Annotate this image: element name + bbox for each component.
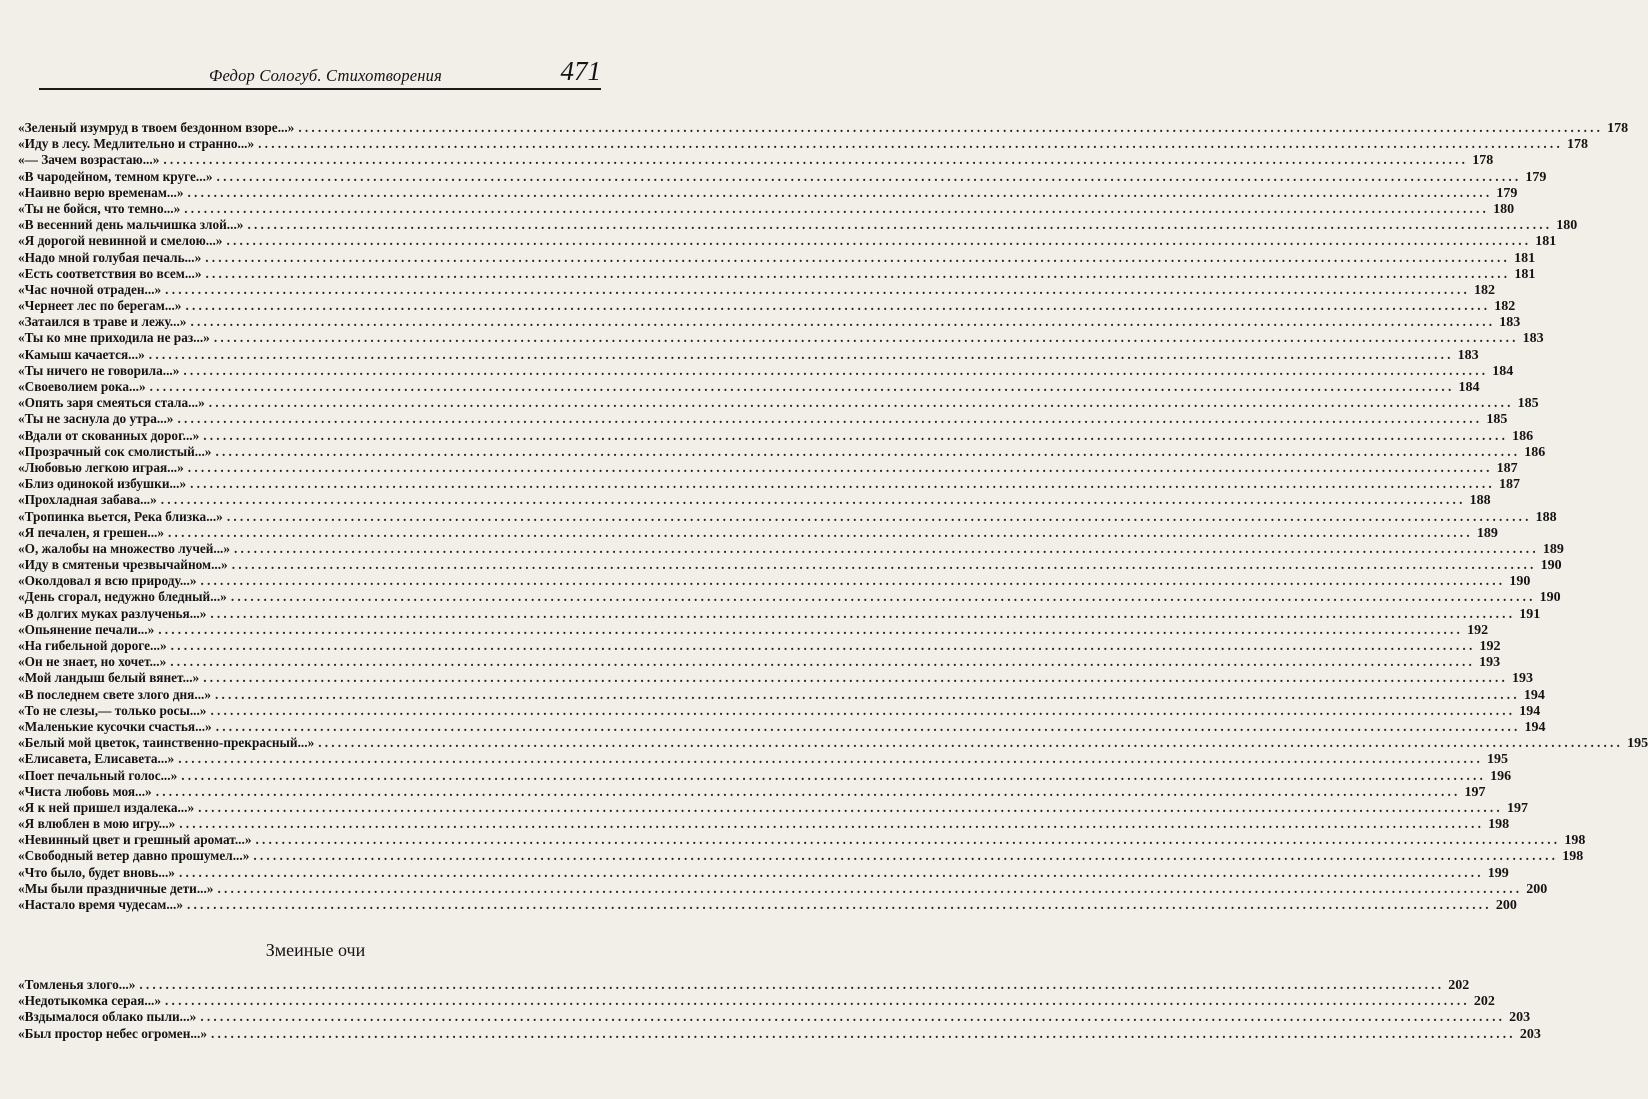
toc-entry-page: 189 <box>1476 525 1498 541</box>
dot-leader: ........................................................................................................................................................................................................ <box>170 654 1476 670</box>
dot-leader: ........................................................................................................................................................................................................ <box>198 799 1503 815</box>
dot-leader: ........................................................................................................................................................................................................ <box>255 832 1561 848</box>
toc-entry-title: «Своеволием рока...» <box>18 379 146 394</box>
toc-entry <box>18 249 1536 266</box>
toc-entry-page: 184 <box>1492 363 1514 379</box>
toc-entry <box>18 346 1479 363</box>
toc-entry-page: 178 <box>1566 137 1588 153</box>
toc-entry-title: «Елисавета, Елисавета...» <box>18 751 175 767</box>
dot-leader: ........................................................................................................................................................................................................ <box>205 265 1511 281</box>
dot-leader: ........................................................................................................................................................................................................ <box>165 993 1470 1009</box>
dot-leader: ........................................................................................................................................................................................................ <box>258 136 1563 152</box>
toc-entry-page: 199 <box>1487 865 1509 881</box>
toc-entry-title: «Маленькие кусочки счастья...» <box>18 718 212 734</box>
toc-entry <box>18 589 1561 606</box>
toc-entry-title: «Прозрачный сок смолистый...» <box>18 443 212 459</box>
toc-entry-page: 181 <box>1535 234 1557 250</box>
dot-leader: ........................................................................................................................................................................................................ <box>186 897 1492 912</box>
dot-leader: ........................................................................................................................................................................................................ <box>210 1025 1516 1041</box>
toc-entry-page: 182 <box>1494 299 1516 315</box>
toc-entry-title: «Есть соответствия во всем...» <box>18 265 202 281</box>
toc-entry-title: «В долгих муках разлученья...» <box>18 605 207 621</box>
toc-entry <box>18 362 1514 379</box>
toc-entry <box>18 605 1541 622</box>
dot-leader: ........................................................................................................................................................................................................ <box>226 233 1532 249</box>
toc-entry-page: 196 <box>1490 768 1512 784</box>
toc-entry-title: «Затаился в траве и лежу...» <box>18 314 187 330</box>
toc-entry-title: «Иду в лесу. Медлительно и странно...» <box>18 136 255 152</box>
toc-entry-title: «В чародейном, темном круге...» <box>18 168 213 184</box>
dot-leader: ........................................................................................................................................................................................................ <box>247 217 1553 233</box>
toc-entry <box>18 200 1515 217</box>
toc-entry-page: 198 <box>1564 833 1586 849</box>
toc-entry-title: «Я дорогой невинной и смелою...» <box>18 233 223 249</box>
toc-entry <box>18 799 1528 816</box>
dot-leader: ........................................................................................................................................................................................................ <box>298 120 1604 135</box>
dot-leader: ........................................................................................................................................................................................................ <box>177 411 1483 427</box>
toc-entry <box>18 880 1548 897</box>
toc-entry <box>18 718 1546 735</box>
toc-entry-title: «Опьянение печали...» <box>18 621 155 637</box>
page-header <box>0 50 601 90</box>
toc-entry <box>18 427 1534 444</box>
toc-entry-page: 179 <box>1496 185 1518 201</box>
toc-entry-title: «Близ одинокой избушки...» <box>18 476 187 492</box>
toc-entry <box>18 330 1544 347</box>
toc-entry <box>18 751 1509 768</box>
toc-entry-title: «Любовью легкою играя...» <box>18 459 184 475</box>
toc-entry-page: 183 <box>1457 347 1479 363</box>
toc-entry-title: «Он не знает, но хочет...» <box>18 654 167 670</box>
toc-entry-page: 198 <box>1488 817 1510 833</box>
dot-leader: ........................................................................................................................................................................................................ <box>205 249 1511 265</box>
toc-entry-page: 190 <box>1509 574 1531 590</box>
toc-entry-page: 178 <box>1472 153 1494 169</box>
dot-leader: ........................................................................................................................................................................................................ <box>215 718 1521 734</box>
toc-entry-title: «В последнем свете злого дня...» <box>18 686 211 702</box>
toc-entry-page: 179 <box>1525 169 1547 185</box>
toc-entry-title: «Настало время чудесам...» <box>18 897 183 912</box>
toc-entry-title: «Иду в смятеньи чрезвычайном...» <box>18 557 228 573</box>
dot-leader: ........................................................................................................................................................................................................ <box>215 443 1521 459</box>
toc-entry-title: «Чернеет лес по берегам...» <box>18 298 182 314</box>
toc-entry-title: «Томленья злого...» <box>18 977 136 992</box>
toc-entry <box>18 573 1531 590</box>
toc-entry <box>18 638 1501 654</box>
dot-leader: ........................................................................................................................................................................................................ <box>203 670 1509 686</box>
dot-leader: ........................................................................................................................................................................................................ <box>190 476 1495 492</box>
toc-entry-title: «Чиста любовь моя...» <box>18 783 152 799</box>
dot-leader: ........................................................................................................................................................................................................ <box>253 848 1559 864</box>
table-of-contents <box>18 120 1648 913</box>
toc-entry-title: «День сгорал, недужно бледный...» <box>18 589 227 605</box>
dot-leader: ........................................................................................................................................................................................................ <box>181 767 1487 783</box>
dot-leader: ........................................................................................................................................................................................................ <box>234 540 1539 556</box>
toc-entry-page: 194 <box>1523 687 1545 703</box>
toc-entry-page: 184 <box>1458 380 1480 395</box>
toc-entry <box>18 314 1521 331</box>
toc-entry-page: 189 <box>1542 541 1564 557</box>
toc-entry <box>18 1009 1531 1026</box>
toc-entry-page: 192 <box>1467 622 1489 638</box>
toc-entry-page: 203 <box>1519 1026 1541 1042</box>
toc-entry-title: «Околдовал я всю природу...» <box>18 573 197 589</box>
toc-entry-title: «Я влюблен в мою игру...» <box>18 816 176 832</box>
toc-entry <box>18 783 1486 800</box>
toc-entry <box>18 265 1536 282</box>
toc-entry-page: 200 <box>1495 898 1517 913</box>
toc-entry-title: «— Зачем возрастаю...» <box>18 152 160 168</box>
dot-leader: ........................................................................................................................................................................................................ <box>139 977 1445 992</box>
dot-leader: ........................................................................................................................................................................................................ <box>231 557 1537 573</box>
toc-entry-title: «На гибельной дороге...» <box>18 638 167 653</box>
toc-entry-page: 197 <box>1464 784 1486 800</box>
dot-leader: ........................................................................................................................................................................................................ <box>148 346 1454 362</box>
toc-entry-title: «Прохладная забава...» <box>18 492 157 508</box>
toc-entry-title: «Ты ничего не говорила...» <box>18 362 180 378</box>
toc-entry-page: 202 <box>1448 978 1470 993</box>
toc-entry <box>18 557 1562 574</box>
toc-entry <box>18 168 1547 185</box>
toc-entry-page: 182 <box>1474 282 1496 298</box>
section-contents <box>18 977 1541 1042</box>
toc-entry <box>18 670 1534 687</box>
toc-entry-page: 188 <box>1469 493 1491 509</box>
toc-entry-page: 191 <box>1519 606 1541 622</box>
dot-leader: ........................................................................................................................................................................................................ <box>215 686 1520 702</box>
toc-entry-page: 190 <box>1540 558 1562 574</box>
toc-entry <box>18 654 1501 671</box>
toc-entry-page: 186 <box>1524 444 1546 460</box>
toc-entry-page: 183 <box>1522 331 1544 347</box>
toc-entry <box>18 993 1495 1010</box>
dot-leader: ........................................................................................................................................................................................................ <box>213 330 1519 346</box>
toc-entry-page: 192 <box>1479 639 1501 654</box>
dot-leader: ........................................................................................................................................................................................................ <box>226 508 1532 524</box>
dot-leader: ........................................................................................................................................................................................................ <box>183 362 1489 378</box>
toc-entry-page: 183 <box>1499 315 1521 331</box>
dot-leader: ........................................................................................................................................................................................................ <box>200 573 1506 589</box>
dot-leader: ........................................................................................................................................................................................................ <box>187 184 1493 200</box>
dot-leader: ........................................................................................................................................................................................................ <box>149 379 1455 394</box>
dot-leader: ........................................................................................................................................................................................................ <box>178 751 1484 767</box>
dot-leader: ........................................................................................................................................................................................................ <box>216 168 1522 184</box>
toc-entry <box>18 184 1518 201</box>
toc-entry <box>18 459 1518 476</box>
toc-entry-page: 202 <box>1473 994 1495 1010</box>
toc-entry-title: «Наивно верю временам...» <box>18 184 184 200</box>
toc-entry-page: 181 <box>1514 266 1536 282</box>
dot-leader: ........................................................................................................................................................................................................ <box>200 1009 1506 1025</box>
toc-entry-title: «Белый мой цветок, таинственно-прекрасный...» <box>18 735 315 751</box>
dot-leader: ........................................................................................................................................................................................................ <box>187 459 1493 475</box>
toc-entry-title: «Час ночной отраден...» <box>18 281 162 297</box>
toc-entry-title: «В весенний день мальчишка злой...» <box>18 217 244 233</box>
dot-leader: ........................................................................................................................................................................................................ <box>179 816 1485 832</box>
dot-leader: ........................................................................................................................................................................................................ <box>185 298 1491 314</box>
toc-entry <box>18 492 1491 509</box>
toc-entry-page: 188 <box>1535 509 1557 525</box>
toc-entry <box>18 120 1629 136</box>
toc-entry-page: 180 <box>1493 201 1515 217</box>
toc-entry-page: 181 <box>1514 250 1536 266</box>
toc-entry <box>18 621 1489 638</box>
toc-entry <box>18 735 1648 752</box>
toc-entry <box>18 395 1539 412</box>
toc-entry <box>18 702 1541 719</box>
toc-entry-title: «Я к ней пришел издалека...» <box>18 799 195 815</box>
dot-leader: ........................................................................................................................................................................................................ <box>230 589 1536 605</box>
toc-entry-title: «Вздымалося облако пыли...» <box>18 1009 197 1025</box>
toc-entry <box>18 443 1546 460</box>
toc-entry-page: 187 <box>1496 460 1518 476</box>
toc-entry-title: «Ты ко мне приходила не раз...» <box>18 330 210 346</box>
toc-entry-title: «То не слезы,— только росы...» <box>18 702 207 718</box>
toc-entry-title: «Камыш качается...» <box>18 346 145 362</box>
dot-leader: ........................................................................................................................................................................................................ <box>158 621 1464 637</box>
toc-entry-page: 193 <box>1479 655 1501 671</box>
toc-entry-page: 194 <box>1519 703 1541 719</box>
dot-leader: ........................................................................................................................................................................................................ <box>168 524 1473 540</box>
toc-entry <box>18 476 1520 493</box>
dot-leader: ........................................................................................................................................................................................................ <box>190 314 1496 330</box>
toc-entry-page: 195 <box>1627 736 1648 752</box>
toc-entry-title: «Поет печальный голос...» <box>18 767 178 783</box>
toc-entry <box>18 136 1588 153</box>
header-divider <box>39 88 601 90</box>
toc-entry-title: «Свободный ветер давно прошумел...» <box>18 848 250 864</box>
section-heading: Змеиные очи <box>265 940 366 960</box>
toc-entry-page: 185 <box>1486 412 1508 428</box>
dot-leader: ........................................................................................................................................................................................................ <box>203 427 1509 443</box>
toc-entry-title: «Мы были праздничные дети...» <box>18 880 214 896</box>
running-title: Федор Сологуб. Стихотворения <box>208 66 442 85</box>
dot-leader: ........................................................................................................................................................................................................ <box>165 281 1471 297</box>
toc-entry <box>18 233 1557 250</box>
toc-entry <box>18 508 1557 525</box>
toc-entry-title: «Опять заря смеяться стала...» <box>18 395 205 411</box>
toc-entry-title: «Был простор небес огромен...» <box>18 1025 207 1041</box>
dot-leader: ........................................................................................................................................................................................................ <box>155 783 1461 799</box>
toc-entry <box>18 977 1470 993</box>
toc-entry <box>18 686 1545 703</box>
dot-leader: ........................................................................................................................................................................................................ <box>210 605 1516 621</box>
toc-entry-page: 197 <box>1506 800 1528 816</box>
toc-entry-title: «Надо мной голубая печаль...» <box>18 249 202 265</box>
dot-leader: ........................................................................................................................................................................................................ <box>318 735 1624 751</box>
dot-leader: ........................................................................................................................................................................................................ <box>178 864 1484 880</box>
dot-leader: ........................................................................................................................................................................................................ <box>170 638 1476 653</box>
page-number: 471 <box>560 56 601 86</box>
dot-leader: ........................................................................................................................................................................................................ <box>210 702 1516 718</box>
toc-entry-title: «Вдали от скованных дорог...» <box>18 427 200 443</box>
toc-entry-page: 193 <box>1512 671 1534 687</box>
toc-entry <box>18 816 1510 833</box>
toc-entry-page: 186 <box>1512 428 1534 444</box>
toc-entry-page: 178 <box>1607 121 1629 136</box>
toc-entry <box>18 152 1494 169</box>
toc-entry-title: «Тропинка вьется, Река близка...» <box>18 508 223 524</box>
toc-entry-title: «Я печален, я грешен...» <box>18 524 165 540</box>
toc-entry <box>18 524 1498 541</box>
toc-entry-page: 195 <box>1487 752 1509 768</box>
toc-entry-page: 200 <box>1526 881 1548 897</box>
toc-entry-page: 203 <box>1509 1010 1531 1026</box>
toc-entry <box>18 298 1516 315</box>
toc-entry <box>18 540 1564 557</box>
toc-entry <box>18 1025 1541 1042</box>
toc-entry-title: «Ты не заснула до утра...» <box>18 411 174 427</box>
toc-entry <box>18 281 1496 298</box>
toc-entry-title: «Невинный цвет и грешный аромат...» <box>18 832 252 848</box>
toc-entry <box>18 864 1509 881</box>
toc-entry-title: «Что было, будет вновь...» <box>18 864 175 880</box>
toc-entry <box>18 217 1578 234</box>
toc-entry-title: «Зеленый изумруд в твоем бездонном взоре...» <box>18 120 295 135</box>
toc-entry-title: «Недотыкомка серая...» <box>18 993 162 1009</box>
dot-leader: ........................................................................................................................................................................................................ <box>208 395 1514 411</box>
dot-leader: ........................................................................................................................................................................................................ <box>163 152 1469 168</box>
toc-entry-page: 194 <box>1524 719 1546 735</box>
toc-entry-title: «О, жалобы на множество лучей...» <box>18 540 230 556</box>
toc-entry-title: «Мой ландыш белый вянет...» <box>18 670 200 686</box>
toc-entry-page: 190 <box>1539 590 1561 606</box>
dot-leader: ........................................................................................................................................................................................................ <box>217 880 1523 896</box>
toc-entry <box>18 379 1480 395</box>
toc-entry-page: 198 <box>1562 849 1584 865</box>
toc-entry-page: 185 <box>1517 396 1539 412</box>
dot-leader: ........................................................................................................................................................................................................ <box>160 492 1466 508</box>
toc-entry-page: 180 <box>1556 218 1578 234</box>
toc-entry-page: 187 <box>1498 477 1520 493</box>
dot-leader: ........................................................................................................................................................................................................ <box>184 200 1490 216</box>
toc-entry <box>18 897 1517 913</box>
toc-entry <box>18 832 1586 849</box>
toc-entry <box>18 767 1512 784</box>
toc-entry-title: «Ты не бойся, что темно...» <box>18 200 181 216</box>
toc-entry <box>18 411 1508 428</box>
toc-entry <box>18 848 1584 865</box>
